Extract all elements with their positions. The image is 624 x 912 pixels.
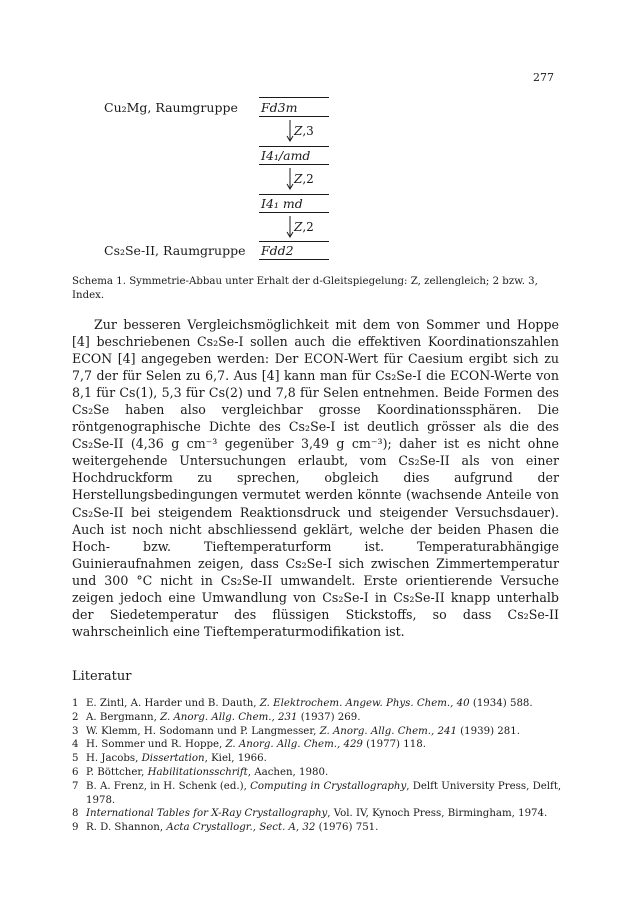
schema-bottom-label: Cs₂Se-II, Raumgruppe <box>104 243 246 258</box>
reference-details: (1939) 281. <box>456 725 520 737</box>
reference-item <box>72 807 567 821</box>
reference-source: Habilitationsschrift <box>147 766 248 778</box>
reference-source: Z. Anorg. Allg. Chem., 241 <box>319 725 457 737</box>
reference-source: Z. Elektrochem. Angew. Phys. Chem., 40 <box>259 698 470 709</box>
reference-item <box>72 821 567 835</box>
reference-details: , Aachen, 1980. <box>247 766 329 778</box>
body-paragraph: Zur besseren Vergleichsmöglichkeit mit dem von Sommer und Hoppe [4] beschriebenen Cs₂Se-I sollen auch die effektiven Koordinationszahlen ECON [4] angegeben werden: Der ECON-Wert für Caesium ergibt sich zu 7,7 der für Selen zu 6,7. Aus [4] kann man für Cs₂Se-I die ECON-Werte von 8,1 für Cs(1), 5,3 für Cs(2) und 7,8 für Selen entnehmen. Beide Formen des Cs₂Se haben also vergleichbar grosse Koordinationssphären. Die röntgenographische Dichte des Cs₂Se-I ist deutlich grösser als die des Cs₂Se-II (4,36 g cm⁻³ gegenüber 3,49 g cm⁻³); daher ist es nicht ohne weitergehende Untersuchungen erlaubt, vom Cs₂Se-II als von einer Hochdruckform zu sprechen, obgleich dies aufgrund der Herstellungsbedingungen vermutet werden könnte (wachsende Anteile von Cs₂Se-II bei steigendem Reaktionsdruck und steigender Versuchsdauer). Auch ist noch nicht abschliessend geklärt, welche der beiden Phasen die Hoch- bzw. Tieftemperaturform ist. Temperaturabhängige Guinieraufnahmen zeigen, dass Cs₂Se-I sich zwischen Zimmertemperatur und 300 °C nicht in Cs₂Se-II umwandelt. Erste orientierende Versuche zeigen jedoch eine Umwandlung von Cs₂Se-I in Cs₂Se-II knapp unterhalb der Siedetemperatur des flüssigen Stickstoffs, so dass Cs₂Se-II wahrscheinlich eine Tieftemperaturmodifikation ist. <box>72 317 559 639</box>
reference-authors: E. Zintl, A. Harder und B. Dauth, <box>86 698 260 709</box>
reference-source: Acta Crystallogr., Sect. A, 32 <box>166 822 316 834</box>
reference-number: 1 <box>72 698 79 709</box>
reference-authors: W. Klemm, H. Sodomann und P. Langmesser, <box>86 725 320 737</box>
reference-number: 6 <box>72 766 79 778</box>
reference-source: Z. Anorg. Allg. Chem., 231 <box>160 711 298 723</box>
literature-heading: Literatur <box>72 669 132 684</box>
schema-rule <box>259 116 329 117</box>
reference-authors: R. D. Shannon, <box>86 822 167 834</box>
reference-item <box>72 711 567 725</box>
schema-step-label: Z,2 <box>294 220 314 234</box>
reference-number: 5 <box>72 753 79 765</box>
schema-step-arrow <box>259 118 329 144</box>
schema-step-label: Z,2 <box>294 172 314 186</box>
reference-list <box>72 697 567 835</box>
reference-source: Computing in Crystallography <box>250 780 407 792</box>
schema-rule <box>259 259 329 260</box>
reference-source: Dissertation <box>141 753 205 765</box>
schema-rule <box>259 194 329 195</box>
reference-number: 3 <box>72 725 79 737</box>
reference-authors: H. Jacobs, <box>86 753 142 765</box>
reference-authors: B. A. Frenz, in H. Schenk (ed.), <box>86 780 251 792</box>
reference-details: (1937) 269. <box>297 711 361 723</box>
schema-rule <box>259 164 329 165</box>
reference-number: 9 <box>72 822 79 834</box>
schema-caption: Schema 1. Symmetrie-Abbau unter Erhalt der d-Gleitspiegelung: Z, zellengleich; 2 bzw. 3, Index. <box>72 276 538 301</box>
reference-details: , Delft University Press, Delft, 1978. <box>86 780 562 806</box>
reference-details: , Vol. IV, Kynoch Press, Birmingham, 1974. <box>327 808 548 820</box>
reference-number: 4 <box>72 739 79 751</box>
space-group-top: Fd3m <box>261 100 298 115</box>
reference-authors: H. Sommer und R. Hoppe, <box>86 739 226 751</box>
reference-item <box>72 725 567 739</box>
schema-top-label: Cu₂Mg, Raumgruppe <box>104 100 238 115</box>
reference-details: , Kiel, 1966. <box>204 753 267 765</box>
page-number: 277 <box>533 71 554 84</box>
schema-step-arrow <box>259 214 329 240</box>
reference-item <box>72 738 567 752</box>
space-group-2: I4₁ md <box>261 196 303 211</box>
schema-rule <box>259 212 329 213</box>
reference-authors: A. Bergmann, <box>86 711 161 723</box>
reference-number: 7 <box>72 780 79 792</box>
schema-step-label: Z,3 <box>294 124 314 138</box>
reference-details: (1934) 588. <box>469 698 533 709</box>
reference-authors: P. Böttcher, <box>86 766 148 778</box>
reference-item <box>72 766 567 780</box>
schema-rule <box>259 97 329 98</box>
reference-source: International Tables for X-Ray Crystallography <box>86 808 328 820</box>
schema-rule <box>259 241 329 242</box>
space-group-bottom: Fdd2 <box>261 243 294 258</box>
reference-item <box>72 780 567 808</box>
reference-number: 2 <box>72 711 79 723</box>
reference-number: 8 <box>72 808 79 820</box>
space-group-1: I4₁/amd <box>261 148 311 163</box>
reference-item <box>72 697 567 711</box>
schema-step-arrow <box>259 166 329 192</box>
reference-item <box>72 752 567 766</box>
reference-details: (1977) 118. <box>362 739 426 751</box>
schema-rule <box>259 146 329 147</box>
reference-details: (1976) 751. <box>315 822 379 834</box>
reference-source: Z. Anorg. Allg. Chem., 429 <box>225 739 363 751</box>
